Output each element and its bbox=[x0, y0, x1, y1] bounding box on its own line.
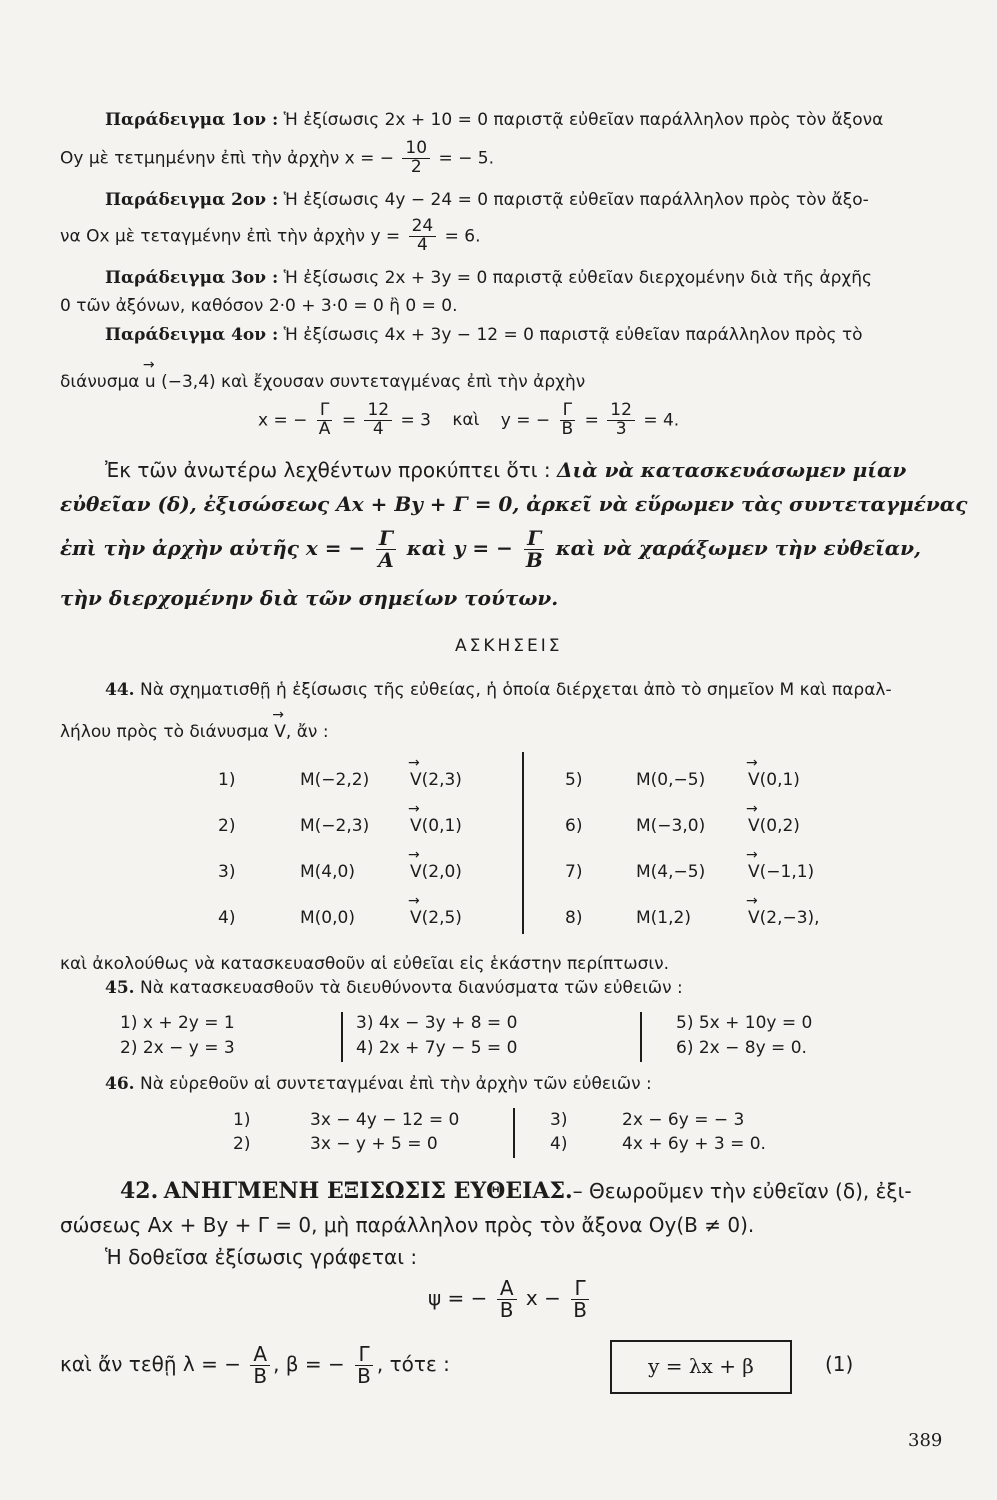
section-42-equation bbox=[428, 1278, 593, 1321]
frac-den: 4 bbox=[372, 418, 384, 439]
frac-num: Γ bbox=[355, 1344, 372, 1366]
ex44-row-3-num: 3) bbox=[218, 862, 236, 882]
ex45-eq-3: 3) 4x − 3y + 8 = 0 bbox=[356, 1013, 518, 1033]
ex44-row-8-m: M(1,2) bbox=[636, 908, 691, 928]
example-2-line2 bbox=[60, 218, 480, 255]
example-1-fraction bbox=[402, 140, 430, 177]
formula-y-eq: y = − bbox=[500, 410, 551, 431]
ex44-row-6-num: 6) bbox=[565, 816, 583, 836]
exercise-44-footer: καὶ ἀκολούθως νὰ κατασκευασθοῦν αἱ εὐθεῖαι εἰς ἑκάστην περίπτωσιν. bbox=[60, 954, 670, 974]
ex44-row-4-m: M(0,0) bbox=[300, 908, 355, 928]
ex45-eq-4: 4) 2x + 7y − 5 = 0 bbox=[356, 1038, 518, 1058]
frac-den: 3 bbox=[615, 418, 627, 439]
ex44-row-6-v bbox=[748, 816, 800, 836]
ex44-row-2-m: M(−2,3) bbox=[300, 816, 370, 836]
conclusion-line-4: τὴν διερχομένην διὰ τῶν σημείων τούτων. bbox=[60, 586, 559, 610]
example-2-label: Παράδειγμα 2ον : bbox=[105, 190, 279, 210]
example-4-line2 bbox=[60, 372, 585, 392]
vector-value: (2,0) bbox=[421, 862, 462, 882]
section-42-heading bbox=[120, 1178, 912, 1204]
example-2 bbox=[105, 190, 869, 210]
ex44-row-4-num: 4) bbox=[218, 908, 236, 928]
conclusion-text-b: Διὰ νὰ κατασκευάσωμεν μίαν bbox=[557, 458, 907, 482]
ex44-row-1-v bbox=[410, 770, 462, 790]
frac-num: A bbox=[250, 1344, 270, 1366]
eq-frac-1 bbox=[497, 1278, 517, 1321]
example-3-line2: 0 τῶν ἀξόνων, καθόσον 2·0 + 3·0 = 0 ἢ 0 = 0. bbox=[60, 296, 458, 316]
section-42-last-line bbox=[60, 1344, 450, 1387]
example-4-text: Ἡ ἐξίσωσις 4x + 3y − 12 = 0 παριστᾷ εὐθεῖαν παράλληλον πρὸς τὸ bbox=[283, 325, 863, 345]
exercise-45 bbox=[105, 978, 683, 998]
exercise-46-number: 46. bbox=[105, 1074, 135, 1094]
frac-num: 12 bbox=[607, 402, 635, 421]
ex44-row-5-num: 5) bbox=[565, 770, 583, 790]
ex46-row-4-num: 4) bbox=[550, 1134, 568, 1154]
formula-eq-4: = 4. bbox=[643, 410, 680, 431]
ex44-row-7-v bbox=[748, 862, 814, 882]
exercise-45-number: 45. bbox=[105, 978, 135, 998]
ex44-row-2-num: 2) bbox=[218, 816, 236, 836]
beta-frac bbox=[354, 1344, 374, 1387]
vector-v: → V bbox=[748, 862, 760, 882]
formula-kai: καὶ bbox=[452, 410, 480, 431]
conclusion-line-2: εὐθεῖαν (δ), ἐξισώσεως Ax + By + Γ = 0, ἀρκεῖ νὰ εὕρωμεν τὰς συντεταγμένας bbox=[60, 492, 968, 516]
example-4 bbox=[105, 325, 863, 345]
conclusion-frac-1 bbox=[375, 528, 397, 571]
example-4-formula bbox=[258, 402, 679, 439]
ex46-row-1-eq: 3x − 4y − 12 = 0 bbox=[310, 1110, 460, 1130]
formula-frac-3 bbox=[559, 402, 577, 439]
frac-num: Γ bbox=[376, 528, 396, 550]
frac-num: Γ bbox=[524, 528, 544, 550]
ex44-row-3-v bbox=[410, 862, 462, 882]
tote-label: , τότε : bbox=[376, 1352, 450, 1376]
example-3-label: Παράδειγμα 3ον : bbox=[105, 268, 279, 288]
vector-u: → u bbox=[145, 372, 156, 392]
frac-den: Β bbox=[561, 418, 574, 439]
conclusion-line-1 bbox=[105, 458, 906, 482]
vector-value: (0,2) bbox=[759, 816, 800, 836]
ex44-divider bbox=[522, 752, 524, 934]
ex44-row-3-m: M(4,0) bbox=[300, 862, 355, 882]
ex45-divider-2 bbox=[640, 1012, 642, 1062]
example-2-text-c: = 6. bbox=[444, 226, 481, 247]
exercise-44-number: 44. bbox=[105, 680, 135, 700]
frac-num: Γ bbox=[560, 402, 575, 421]
ex45-eq-2: 2) 2x − y = 3 bbox=[120, 1038, 235, 1058]
vector-v: → V bbox=[748, 770, 760, 790]
ex44-row-5-v bbox=[748, 770, 800, 790]
ex46-divider bbox=[513, 1108, 515, 1158]
ex44-row-5-m: M(0,−5) bbox=[636, 770, 706, 790]
vector-value: (2,−3), bbox=[759, 908, 820, 928]
page-number: 389 bbox=[908, 1430, 943, 1451]
frac-den: 4 bbox=[416, 234, 428, 255]
ex44-row-1-m: M(−2,2) bbox=[300, 770, 370, 790]
exercise-44-text2-post: , ἄν : bbox=[285, 722, 329, 742]
ex44-row-2-v bbox=[410, 816, 462, 836]
ex45-eq-1: 1) x + 2y = 1 bbox=[120, 1013, 235, 1033]
ex45-eq-6: 6) 2x − 8y = 0. bbox=[676, 1038, 807, 1058]
frac-num: Γ bbox=[571, 1278, 588, 1300]
formula-frac-2 bbox=[364, 402, 392, 439]
frac-num: 24 bbox=[409, 218, 437, 237]
vector-value: (0,1) bbox=[421, 816, 462, 836]
ex44-row-7-num: 7) bbox=[565, 862, 583, 882]
section-42-title-tail: – Θεωροῦμεν τὴν εὐθεῖαν (δ), ἐξι- bbox=[572, 1179, 912, 1203]
ex44-row-7-m: M(4,−5) bbox=[636, 862, 706, 882]
section-42-number: 42. bbox=[120, 1178, 159, 1204]
section-42-line-3: Ἡ δοθεῖσα ἐξίσωσις γράφεται : bbox=[105, 1245, 418, 1269]
conclusion-3a: ἐπὶ τὴν ἀρχὴν αὐτῆς x = − bbox=[60, 536, 366, 560]
section-42-line-2: σώσεως Ax + By + Γ = 0, μὴ παράλληλον πρὸς τὸν ἄξονα Oy(B ≠ 0). bbox=[60, 1213, 755, 1237]
conclusion-frac-2 bbox=[523, 528, 546, 571]
ex44-row-8-v bbox=[748, 908, 820, 928]
conclusion-text-a: Ἐκ τῶν ἀνωτέρω λεχθέντων προκύπτει ὅτι : bbox=[105, 458, 551, 482]
conclusion-3b: καὶ y = − bbox=[406, 536, 513, 560]
ex46-row-2-num: 2) bbox=[233, 1134, 251, 1154]
example-1-text: Ἡ ἐξίσωσις 2x + 10 = 0 παριστᾷ εὐθεῖαν παράλληλον πρὸς τὸν ἄξονα bbox=[283, 110, 884, 130]
exercise-44-text: Νὰ σχηματισθῇ ἡ ἐξίσωσις τῆς εὐθείας, ἡ ὁποία διέρχεται ἀπὸ τὸ σημεῖον Μ καὶ παραλ- bbox=[139, 680, 892, 700]
example-3-text: Ἡ ἐξίσωσις 2x + 3y = 0 παριστᾷ εὐθεῖαν διερχομένην διὰ τῆς ἀρχῆς bbox=[283, 268, 873, 288]
ex46-row-4-eq: 4x + 6y + 3 = 0. bbox=[622, 1134, 766, 1154]
formula-eq-1: = bbox=[341, 410, 357, 431]
frac-den: B bbox=[253, 1364, 268, 1388]
conclusion-3c: καὶ νὰ χαράξωμεν τὴν εὐθεῖαν, bbox=[555, 536, 921, 560]
frac-num: 10 bbox=[402, 140, 430, 159]
exercise-46-text: Νὰ εὑρεθοῦν αἱ συντεταγμέναι ἐπὶ τὴν ἀρχὴν τῶν εὐθειῶν : bbox=[139, 1074, 652, 1094]
frac-den: B bbox=[357, 1364, 371, 1388]
example-4-text-b-pre: διάνυσμα bbox=[60, 372, 140, 392]
lambda-frac bbox=[250, 1344, 270, 1387]
frac-den: B bbox=[573, 1298, 587, 1322]
frac-num: Γ bbox=[317, 402, 332, 421]
vector-v: → V bbox=[410, 908, 422, 928]
vector-value: (0,1) bbox=[759, 770, 800, 790]
lambda-def: καὶ ἄν τεθῇ λ = − bbox=[60, 1352, 241, 1376]
vector-value: (−1,1) bbox=[759, 862, 815, 882]
ex46-row-1-num: 1) bbox=[233, 1110, 251, 1130]
vector-v: → V bbox=[410, 770, 422, 790]
frac-den: A bbox=[378, 548, 394, 572]
frac-num: A bbox=[497, 1278, 517, 1300]
vector-v: → V bbox=[410, 816, 422, 836]
example-2-text-b: να Ox μὲ τεταγμένην ἐπὶ τὴν ἀρχὴν y = bbox=[60, 226, 401, 247]
example-2-fraction bbox=[409, 218, 437, 255]
formula-eq-2: = 3 bbox=[400, 410, 431, 431]
exercise-45-text: Νὰ κατασκευασθοῦν τὰ διευθύνοντα διανύσματα τῶν εὐθειῶν : bbox=[139, 978, 683, 998]
ex45-divider-1 bbox=[341, 1012, 343, 1062]
eq-x: x − bbox=[525, 1286, 561, 1310]
example-1-label: Παράδειγμα 1ον : bbox=[105, 110, 279, 130]
ex44-row-4-v bbox=[410, 908, 462, 928]
exercise-44-line2 bbox=[60, 722, 329, 742]
ex44-row-1-num: 1) bbox=[218, 770, 236, 790]
example-2-text: Ἡ ἐξίσωσις 4y − 24 = 0 παριστᾷ εὐθεῖαν παράλληλον πρὸς τὸν ἄξο- bbox=[283, 190, 869, 210]
ex45-eq-5: 5) 5x + 10y = 0 bbox=[676, 1013, 813, 1033]
vector-v: → V bbox=[748, 908, 760, 928]
formula-x-eq: x = − bbox=[258, 410, 308, 431]
formula-frac-1 bbox=[316, 402, 334, 439]
vector-v: → V bbox=[748, 816, 760, 836]
ex46-row-3-eq: 2x − 6y = − 3 bbox=[622, 1110, 745, 1130]
conclusion-line-3 bbox=[60, 528, 921, 571]
reduced-equation: y = λx + β bbox=[648, 1354, 754, 1378]
exercise-46 bbox=[105, 1074, 652, 1094]
vector-value: (2,5) bbox=[421, 908, 462, 928]
example-1-text-b: Oy μὲ τετμημένην ἐπὶ τὴν ἀρχὴν x = − bbox=[60, 148, 395, 169]
exercises-title: ΑΣΚΗΣΕΙΣ bbox=[455, 636, 563, 656]
ex44-row-8-num: 8) bbox=[565, 908, 583, 928]
example-4-label: Παράδειγμα 4ον : bbox=[105, 325, 279, 345]
exercise-44 bbox=[105, 680, 892, 700]
frac-num: 12 bbox=[364, 402, 392, 421]
frac-den: 2 bbox=[410, 156, 422, 177]
frac-den: B bbox=[499, 1298, 514, 1322]
example-4-text-b-post: (−3,4) καὶ ἔχουσαν συντεταγμένας ἐπὶ τὴν ἀρχὴν bbox=[161, 372, 586, 392]
example-1 bbox=[105, 110, 883, 130]
ex44-row-6-m: M(−3,0) bbox=[636, 816, 706, 836]
vector-v: → V bbox=[274, 722, 286, 742]
eq-frac-2 bbox=[570, 1278, 590, 1321]
vector-v: → V bbox=[410, 862, 422, 882]
formula-frac-4 bbox=[607, 402, 635, 439]
equation-label: (1) bbox=[825, 1352, 854, 1376]
example-3 bbox=[105, 268, 872, 288]
eq-psi: ψ = − bbox=[428, 1286, 488, 1310]
reduced-equation-box bbox=[610, 1340, 792, 1394]
ex46-row-3-num: 3) bbox=[550, 1110, 568, 1130]
formula-eq-3: = bbox=[584, 410, 599, 431]
exercise-44-text2-pre: λήλου πρὸς τὸ διάνυσμα bbox=[60, 722, 269, 742]
example-1-text-c: = − 5. bbox=[438, 148, 494, 169]
ex46-row-2-eq: 3x − y + 5 = 0 bbox=[310, 1134, 438, 1154]
vector-value: (2,3) bbox=[421, 770, 462, 790]
beta-def: , β = − bbox=[273, 1352, 345, 1376]
frac-den: B bbox=[525, 548, 543, 572]
section-42-title: ΑΝΗΓΜΕΝΗ ΕΞΙΣΩΣΙΣ ΕΥΘΕΙΑΣ. bbox=[163, 1178, 573, 1204]
example-1-line2 bbox=[60, 140, 494, 177]
frac-den: Α bbox=[318, 418, 331, 439]
